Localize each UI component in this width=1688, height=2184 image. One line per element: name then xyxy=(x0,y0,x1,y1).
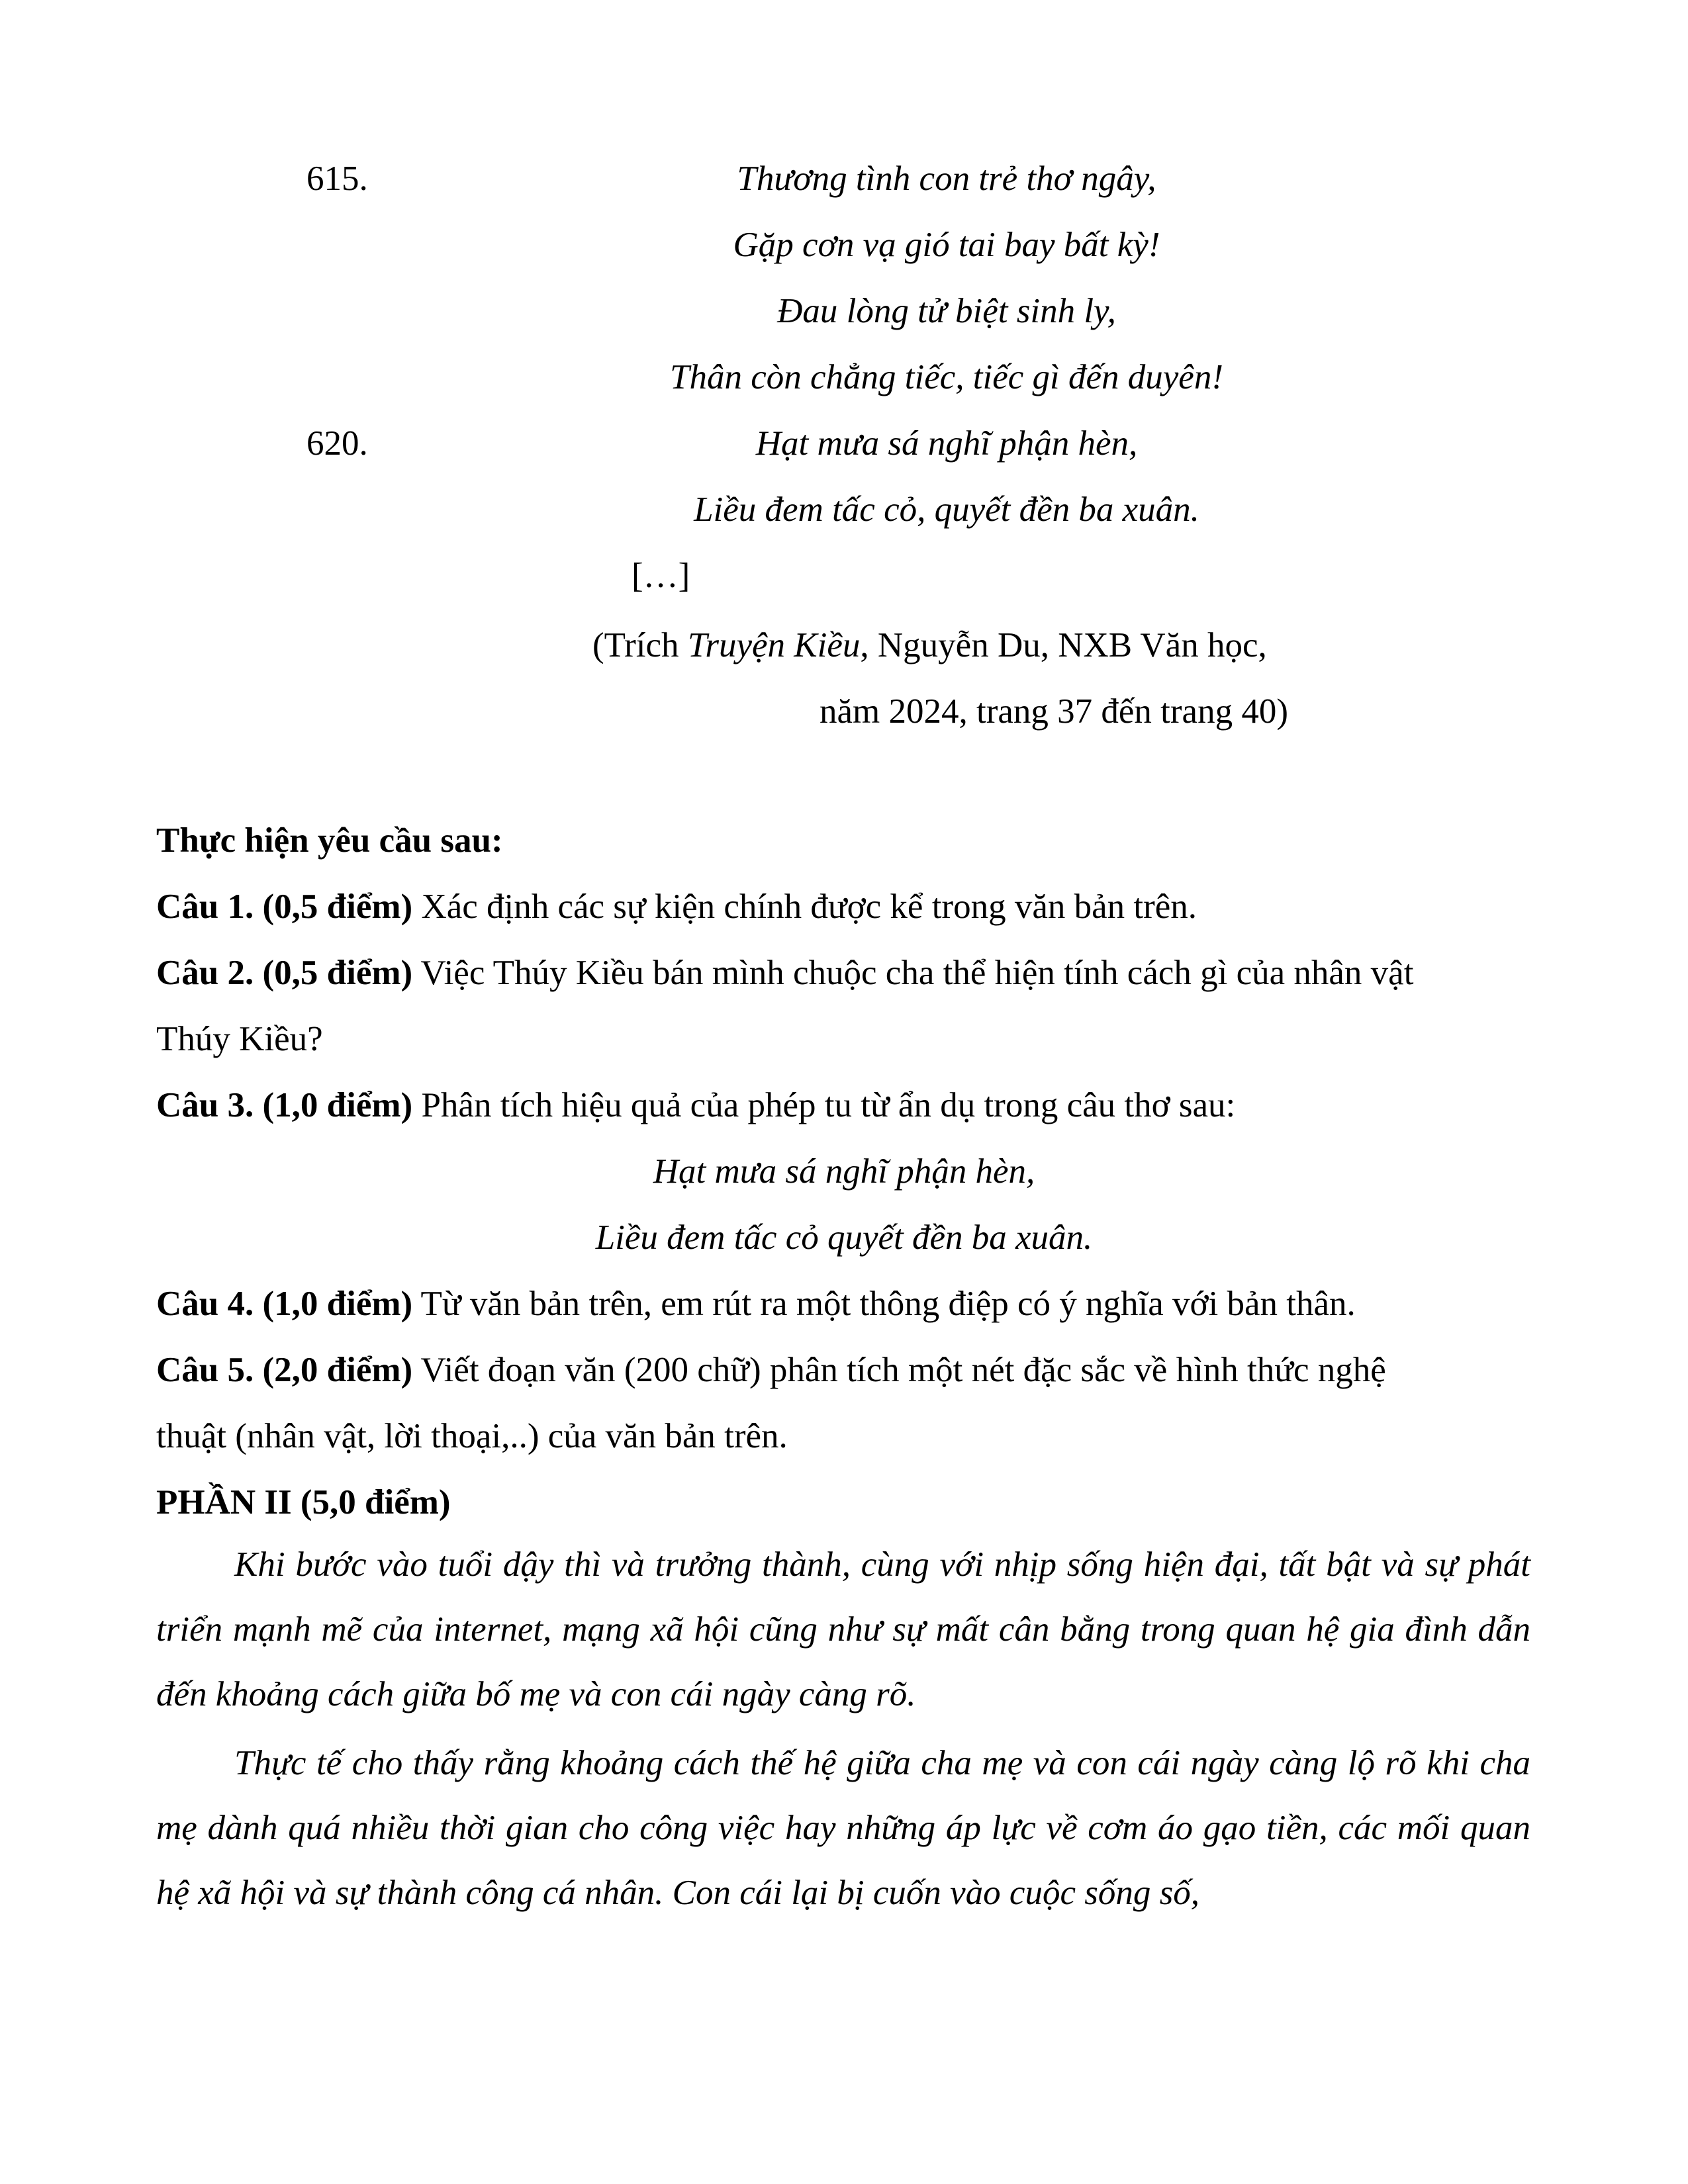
source-title: Truyện Kiều xyxy=(687,626,861,664)
question-3-label: Câu 3. (1,0 điểm) xyxy=(156,1086,413,1124)
question-1 xyxy=(156,887,1197,927)
question-4 xyxy=(156,1284,1356,1324)
question-1-label: Câu 1. (0,5 điểm) xyxy=(156,887,413,926)
source-suffix: , Nguyễn Du, NXB Văn học, xyxy=(860,626,1267,664)
question-1-text: Xác định các sự kiện chính được kể trong văn bản trên. xyxy=(412,887,1197,926)
line-number-615: 615. xyxy=(306,159,368,198)
poem-line-1: Thương tình con trẻ thơ ngây, xyxy=(737,159,1156,198)
question-5 xyxy=(156,1350,1386,1390)
quoted-verse-line-2: Liều đem tấc cỏ quyết đền ba xuân. xyxy=(595,1218,1093,1257)
question-4-text: Từ văn bản trên, em rút ra một thông điệp có ý nghĩa với bản thân. xyxy=(412,1285,1356,1323)
question-3 xyxy=(156,1085,1235,1125)
poem-line-6: Liều đem tấc cỏ, quyết đền ba xuân. xyxy=(694,490,1199,529)
source-citation-line-2: năm 2024, trang 37 đến trang 40) xyxy=(820,692,1288,731)
source-citation-line-1 xyxy=(592,625,1267,665)
question-5-continuation: thuật (nhân vật, lời thoại,..) của văn bản trên. xyxy=(156,1417,788,1455)
poem-ellipsis: […] xyxy=(632,557,690,595)
quoted-verse-line-1: Hạt mưa sá nghĩ phận hèn, xyxy=(653,1152,1035,1191)
question-5-text: Viết đoạn văn (200 chữ) phân tích một nét đặc sắc về hình thức nghệ xyxy=(412,1351,1386,1389)
questions-heading: Thực hiện yêu cầu sau: xyxy=(156,821,503,860)
poem-line-5: Hạt mưa sá nghĩ phận hèn, xyxy=(755,424,1138,463)
poem-line-2: Gặp cơn vạ gió tai bay bất kỳ! xyxy=(733,226,1160,264)
question-4-label: Câu 4. (1,0 điểm) xyxy=(156,1285,413,1323)
poem-line-3: Đau lòng tử biệt sinh ly, xyxy=(777,292,1116,330)
question-5-label: Câu 5. (2,0 điểm) xyxy=(156,1351,413,1389)
part-2-paragraph-2-text: Thực tế cho thấy rằng khoảng cách thế hệ giữa cha mẹ và con cái ngày càng lộ rõ khi cha mẹ dành quá nhiều thời gian cho công việc hay những áp lực về cơm áo gạo tiền, các mối quan hệ xã hội và sự thành công cá nhân. Con cái lại bị cuốn vào cuộc sống số, xyxy=(156,1744,1530,1912)
source-prefix: (Trích xyxy=(592,626,688,664)
part-2-paragraph-1 xyxy=(156,1532,1530,1727)
line-number-620: 620. xyxy=(306,424,368,463)
question-2 xyxy=(156,953,1413,993)
part-2-paragraph-1-text: Khi bước vào tuổi dậy thì và trưởng thành, cùng với nhịp sống hiện đại, tất bật và sự phát triển mạnh mẽ của internet, mạng xã hội cũng như sự mất cân bằng trong quan hệ gia đình dẫn đến khoảng cách giữa bố mẹ và con cái ngày càng rõ. xyxy=(156,1545,1530,1713)
question-2-continuation: Thúy Kiều? xyxy=(156,1020,323,1058)
poem-line-4: Thân còn chẳng tiếc, tiếc gì đến duyên! xyxy=(670,358,1223,396)
question-3-text: Phân tích hiệu quả của phép tu từ ẩn dụ trong câu thơ sau: xyxy=(412,1086,1236,1124)
part-2-paragraph-2 xyxy=(156,1731,1530,1925)
question-2-text: Việc Thúy Kiều bán mình chuộc cha thể hiện tính cách gì của nhân vật xyxy=(412,954,1414,992)
question-2-label: Câu 2. (0,5 điểm) xyxy=(156,954,413,992)
part-2-heading: PHẦN II (5,0 điểm) xyxy=(156,1483,451,1522)
